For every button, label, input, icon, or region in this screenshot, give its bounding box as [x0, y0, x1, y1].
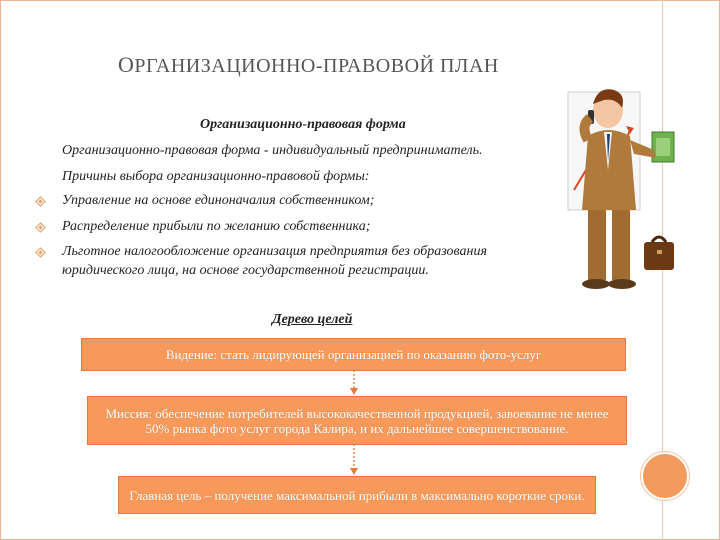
bullet-item: Распределение прибыли по желанию собственника; [62, 219, 371, 234]
decor-line-vertical-bottom [662, 498, 663, 540]
bullet-item: Управление на основе единоначалия собственником; [62, 193, 375, 208]
title-rest: РГАНИЗАЦИОННО-ПРАВОВОЙ ПЛАН [134, 55, 499, 77]
slide-title [118, 52, 598, 78]
decor-circle [641, 452, 689, 500]
line-reasons: Причины выбора организационно-правовой формы: [62, 169, 370, 184]
goal-box-mission: Миссия: обеспечение потребителей высококачественной продукцией, завоевание не менее 50% рынка фото услуг города Калира, и их дальнейшее совершенствование. [87, 396, 627, 445]
line-form: Организационно-правовая форма - индивидуальный предприниматель. [62, 143, 483, 158]
arrow-down-icon [348, 444, 360, 476]
businessman-phone-illustration [560, 70, 700, 300]
diamond-bullet-icon [35, 222, 46, 233]
goal-box-vision: Видение: стать лидирующей организацией по оказанию фото-услуг [81, 338, 626, 371]
title-first-letter: О [118, 52, 135, 77]
bullet-continuation: юридического лица, на основе государственной регистрации. [62, 263, 429, 278]
sub-heading: Организационно-правовая форма [200, 117, 406, 132]
diamond-bullet-icon [35, 247, 46, 258]
goal-tree-title: Дерево целей [272, 312, 353, 327]
diamond-bullet-icon [35, 196, 46, 207]
goal-box-main: Главная цель – получение максимальной прибыли в максимально короткие сроки. [118, 476, 596, 514]
arrow-down-icon [348, 370, 360, 396]
bullet-item: Льготное налогообложение организация предприятия без образования [62, 244, 487, 259]
